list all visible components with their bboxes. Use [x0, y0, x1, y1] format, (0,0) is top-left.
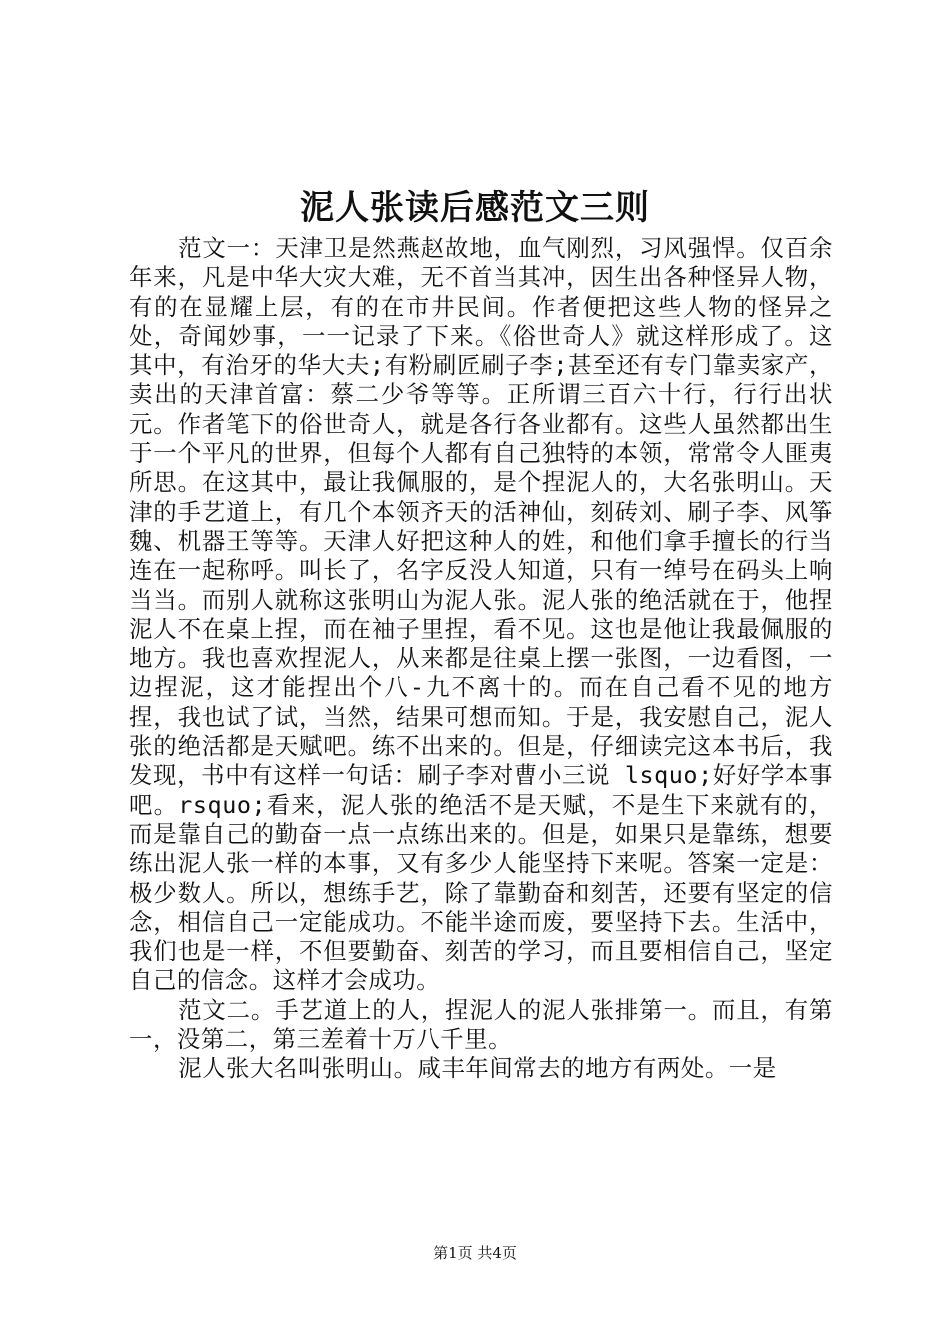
paragraph-3: 泥人张大名叫张明山。咸丰年间常去的地方有两处。一是	[178, 1054, 777, 1083]
paragraph-2: 范文二。手艺道上的人，捏泥人的泥人张排第一。而且，有第一，没第二，第三差着十万八千里。	[129, 995, 833, 1054]
document-body	[129, 234, 833, 1084]
document-title: 泥人张读后感范文三则	[300, 188, 650, 228]
page-footer: 第1页 共4页	[433, 1244, 517, 1262]
paragraph-1: 范文一：天津卫是然燕赵故地，血气刚烈，习风强悍。仅百余年来，凡是中华大灾大难，无不首当其冲，因生出各种怪异人物，有的在显耀上层，有的在市井民间。作者便把这些人物的怪异之处，奇闻妙事，一一记录了下来。《俗世奇人》就这样形成了。这其中，有治牙的华大夫;有粉刷匠刷子李;甚至还有专门靠卖家产，卖出的天津首富：蔡二少爷等等。正所谓三百六十行，行行出状元。作者笔下的俗世奇人，就是各行各业都有。这些人虽然都出生于一个平凡的世界，但每个人都有自己独特的本领，常常令人匪夷所思。在这其中，最让我佩服的，是个捏泥人的，大名张明山。天津的手艺道上，有几个本领齐天的活神仙，刻砖刘、刷子李、风筝魏、机器王等等。天津人好把这种人的姓，和他们拿手擅长的行当连在一起称呼。叫长了，名字反没人知道，只有一绰号在码头上响当当。而别人就称这张明山为泥人张。泥人张的绝活就在于，他捏泥人不在桌上捏，而在袖子里捏，看不见。这也是他让我最佩服的地方。我也喜欢捏泥人，从来都是往桌上摆一张图，一边看图，一边捏泥，这才能捏出个八-九不离十的。而在自己看不见的地方捏，我也试了试，当然，结果可想而知。于是，我安慰自己，泥人张的绝活都是天赋吧。练不出来的。但是，仔细读完这本书后，我发现，书中有这样一句话：刷子李对曹小三说 lsquo;好好学本事吧。rsquo;看来，泥人张的绝活不是天赋，不是生下来就有的，而是靠自己的勤奋一点一点练出来的。但是，如果只是靠练，想要练出泥人张一样的本事，又有多少人能坚持下来呢。答案一定是：极少数人。所以，想练手艺，除了靠勤奋和刻苦，还要有坚定的信念，相信自己一定能成功。不能半途而废，要坚持下去。生活中，我们也是一样，不但要勤奋、刻苦的学习，而且要相信自己，坚定自己的信念。这样才会成功。	[129, 234, 833, 995]
